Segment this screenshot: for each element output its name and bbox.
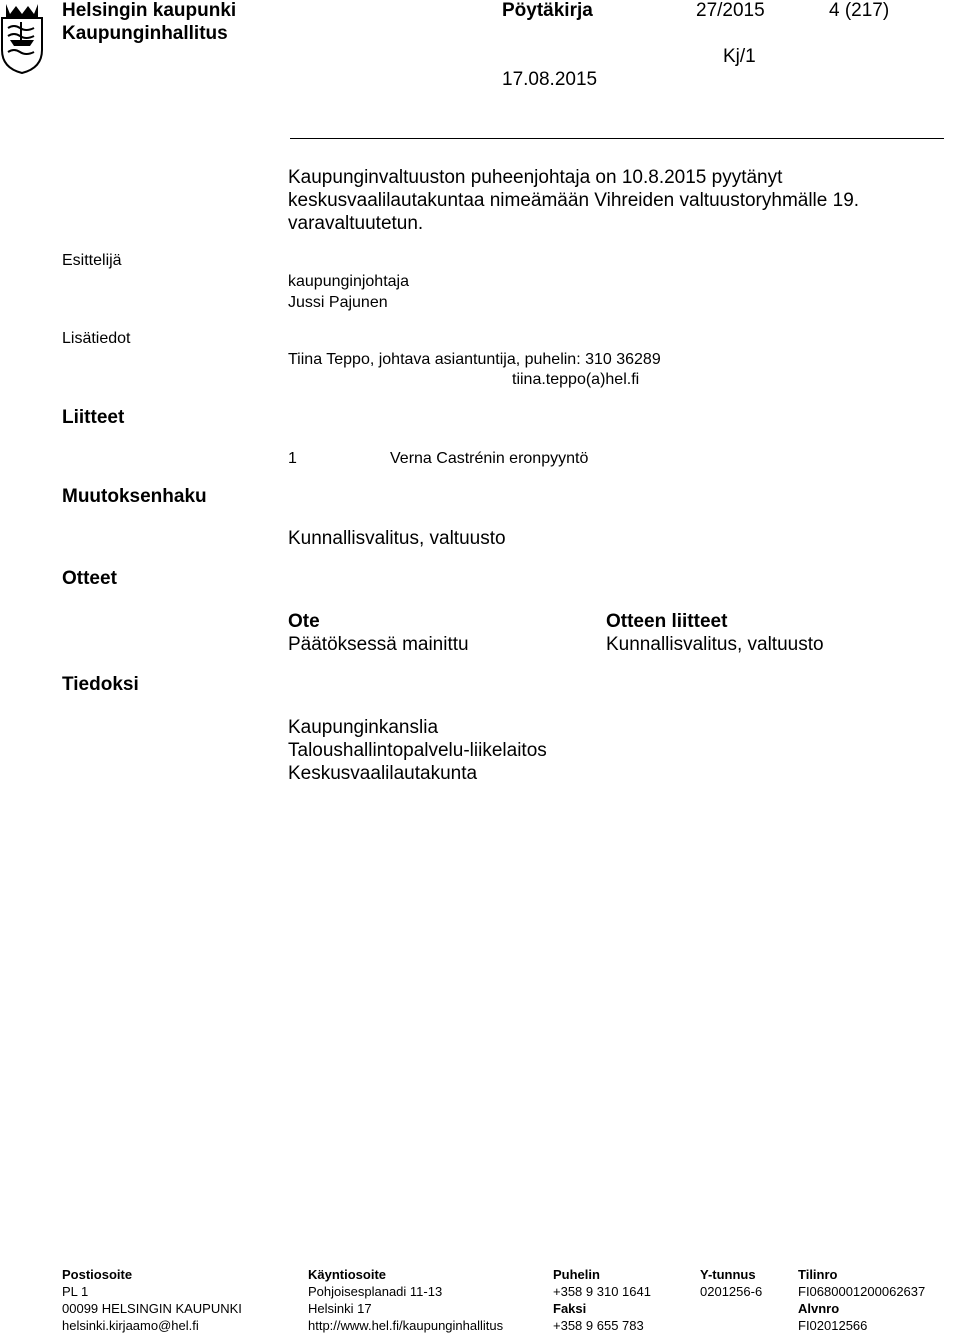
extract-attachments-heading: Otteen liitteet: [606, 611, 728, 632]
contact-email: tiina.teppo(a)hel.fi: [512, 371, 640, 388]
recipient-item: Kaupunginkanslia: [288, 717, 439, 738]
presenter-title: kaupunginjohtaja: [288, 273, 409, 290]
footer-account-value: FI0680001200062637: [798, 1284, 926, 1299]
footer-postal-heading: Postiosoite: [62, 1267, 133, 1282]
footer-visiting-line: Pohjoisesplanadi 11-13: [308, 1284, 443, 1299]
extract-heading: Ote: [288, 611, 320, 632]
footer-fax-value: +358 9 655 783: [553, 1318, 644, 1333]
label-liitteet: Liitteet: [62, 407, 125, 428]
intro-line-2: keskusvaalilautakuntaa nimeämään Vihreiden valtuustoryhmälle 19.: [288, 190, 860, 211]
footer-visiting: [308, 1266, 503, 1334]
footer-visiting-heading: Käyntiosoite: [308, 1267, 387, 1282]
city-name: Helsingin kaupunki: [62, 0, 237, 21]
footer-phone: [553, 1266, 651, 1334]
intro-line-3: varavaltuutetun.: [288, 213, 424, 234]
presenter-name: Jussi Pajunen: [288, 294, 388, 311]
footer-business-id: [700, 1266, 762, 1300]
doc-type: Pöytäkirja: [502, 0, 593, 21]
extract-value: Päätöksessä mainittu: [288, 634, 469, 655]
footer-postal-line: 00099 HELSINGIN KAUPUNKI: [62, 1301, 242, 1316]
meeting-date: 17.08.2015: [502, 69, 598, 90]
recipient-item: Keskusvaalilautakunta: [288, 763, 478, 784]
footer-phone-heading: Puhelin: [553, 1267, 600, 1282]
contact-line: Tiina Teppo, johtava asiantuntija, puhelin: 310 36289: [288, 351, 661, 368]
extract-attachments-value: Kunnallisvalitus, valtuusto: [606, 634, 824, 655]
footer-business-id-value: 0201256-6: [700, 1284, 763, 1299]
label-muutoksenhaku: Muutoksenhaku: [62, 486, 207, 507]
appeal-text: Kunnallisvalitus, valtuusto: [288, 528, 506, 549]
label-lisatiedot: Lisätiedot: [62, 330, 131, 347]
footer-fax-heading: Faksi: [553, 1301, 587, 1316]
recipient-item: Taloushallintopalvelu-liikelaitos: [288, 740, 547, 761]
footer-phone-value: +358 9 310 1641: [553, 1284, 651, 1299]
doc-number: 27/2015: [696, 0, 765, 21]
label-tiedoksi: Tiedoksi: [62, 674, 139, 695]
page-number: 4 (217): [829, 0, 890, 21]
body-name: Kaupunginhallitus: [62, 23, 228, 44]
section-code: Kj/1: [723, 46, 756, 67]
footer-postal-line: PL 1: [62, 1284, 89, 1299]
label-esittelija: Esittelijä: [62, 252, 122, 269]
attachment-number: 1: [288, 450, 297, 467]
footer-vat-value: FI02012566: [798, 1318, 868, 1333]
footer-business-id-heading: Y-tunnus: [700, 1267, 756, 1282]
label-otteet: Otteet: [62, 568, 117, 589]
footer-postal: [62, 1266, 242, 1334]
city-crest-logo: [0, 0, 44, 74]
attachment-title: Verna Castrénin eronpyyntö: [390, 450, 589, 467]
footer-visiting-line: Helsinki 17: [308, 1301, 372, 1316]
intro-line-1: Kaupunginvaltuuston puheenjohtaja on 10.8.2015 pyytänyt: [288, 167, 783, 188]
footer-account: [798, 1266, 925, 1334]
footer-website: http://www.hel.fi/kaupunginhallitus: [308, 1318, 504, 1333]
footer-account-heading: Tilinro: [798, 1267, 838, 1282]
footer-vat-heading: Alvnro: [798, 1301, 840, 1316]
header-rule: [290, 138, 944, 139]
footer-email: helsinki.kirjaamo@hel.fi: [62, 1318, 199, 1333]
